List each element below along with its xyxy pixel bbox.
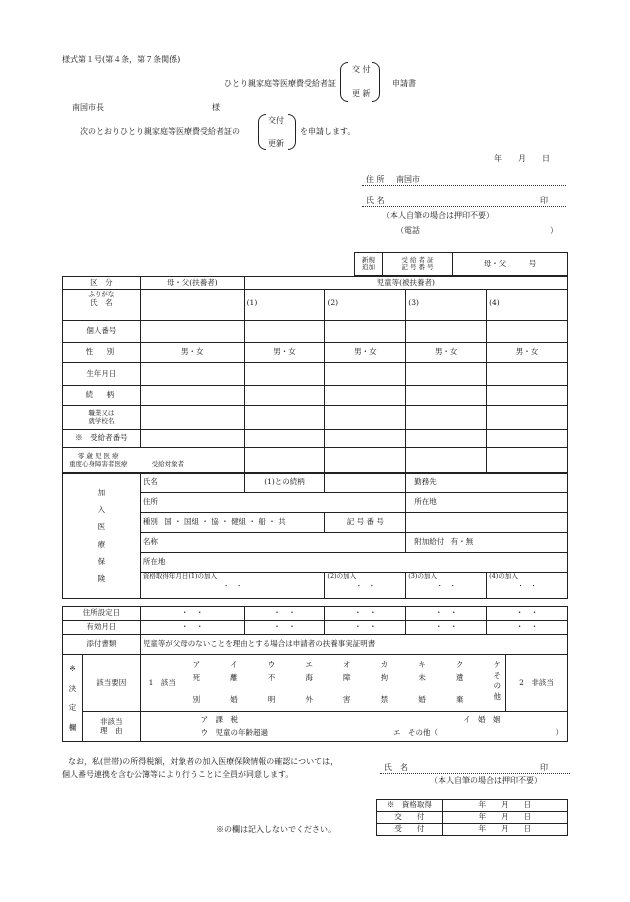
child2-birth[interactable] xyxy=(325,363,406,386)
name-label: 氏 名 xyxy=(63,299,141,321)
child2-relation[interactable] xyxy=(325,386,406,406)
child4-birth[interactable] xyxy=(487,363,568,386)
ins-work-cell[interactable] xyxy=(406,473,568,493)
child1-infant[interactable] xyxy=(244,448,325,474)
child3-sex[interactable]: 男・女 xyxy=(406,343,487,363)
ins-type-kyo[interactable]: 共 xyxy=(278,517,286,527)
insurance-vertical-label: 加 入 医 療 保 険 xyxy=(63,473,141,599)
cert-number-table xyxy=(354,252,568,276)
parent-recipient-no xyxy=(140,430,244,448)
decision-table xyxy=(62,654,568,742)
reason-options xyxy=(189,661,505,705)
parent-col-header: 母・父(扶養者) xyxy=(140,277,244,290)
ins-work-addr-cell[interactable] xyxy=(406,493,568,513)
child3-birth[interactable] xyxy=(406,363,487,386)
child2-infant[interactable] xyxy=(325,448,406,474)
reason-label: 該当要因 xyxy=(82,655,140,712)
office-receipt-date: 年 月 日 xyxy=(442,824,567,836)
office-qual-label: ※ 資格取得 xyxy=(377,800,443,812)
reason-ke[interactable]: ケ そ の 他 xyxy=(493,660,501,701)
office-issue-label: 交 付 xyxy=(377,812,443,824)
title-text: ひとり親家庭等医療費受給者証 xyxy=(224,79,336,88)
consent-line-1: なお，私(世帯)の所得税額，対象者の加入医療保険情報の確認については， xyxy=(68,757,339,766)
new-add-cell: 新規 追加 xyxy=(355,253,383,276)
valid-date-label: 有効月日 xyxy=(63,621,141,635)
child4-name[interactable]: (4) xyxy=(487,299,568,321)
reason-ka[interactable]: カ 拘 禁 xyxy=(380,660,389,705)
addr-date-2[interactable]: ・ ・ xyxy=(244,607,325,621)
furigana-label: ふりがな xyxy=(63,290,141,299)
infant-disability-label: 零 歳 児 医 療 重度心身障害者医療 受給対象者 xyxy=(63,448,245,474)
child4-mynumber[interactable] xyxy=(487,321,568,343)
office-qual-date: 年 月 日 xyxy=(442,800,567,812)
child4-relation[interactable] xyxy=(487,386,568,406)
child3-mynumber[interactable] xyxy=(406,321,487,343)
ins-additional-choice[interactable]: 有・無 xyxy=(450,537,474,547)
ins-location-cell[interactable] xyxy=(140,553,567,573)
valid-date-4[interactable]: ・ ・ xyxy=(406,621,487,635)
valid-date-1[interactable]: ・ ・ xyxy=(140,621,244,635)
addr-date-4[interactable]: ・ ・ xyxy=(406,607,487,621)
phone-close: ） xyxy=(550,226,558,235)
child1-relation[interactable] xyxy=(244,386,325,406)
parent-sex[interactable]: 男・女 xyxy=(140,343,244,363)
ins-type-cell[interactable]: 種別 国 ・ 国組 ・ 協 ・ 健組 ・ 船 ・ 共 xyxy=(140,513,325,533)
ins-type-label: 種別 xyxy=(142,517,158,527)
reason-ku[interactable]: ク 遺 棄 xyxy=(455,660,464,705)
parent-mynumber[interactable] xyxy=(140,321,244,343)
ins-type-kenkumi[interactable]: 健組 xyxy=(231,517,247,527)
na-reason-label: 非該当 理 由 xyxy=(82,712,140,742)
not-applicable-option[interactable]: 2 非該当 xyxy=(505,655,567,711)
office-receipt-label: 受 付 xyxy=(377,824,443,836)
category-label: 区 分 xyxy=(63,277,141,290)
ins-relation-value[interactable] xyxy=(325,473,406,493)
child2-job[interactable] xyxy=(325,406,406,430)
title-bracket-right xyxy=(372,62,380,102)
parent-birth[interactable] xyxy=(140,363,244,386)
applicable-option[interactable]: 1 該当 xyxy=(148,677,176,687)
child-col-header: 児童等(被扶養者) xyxy=(244,277,567,290)
ins-acq-1[interactable]: 資格取得年月日(1)の加入 ・ ・ xyxy=(140,573,325,599)
ins-relation-label: (1)との続柄 xyxy=(244,473,325,493)
applicant-address-value[interactable]: 南国市 xyxy=(396,175,420,184)
child2-recipient-no xyxy=(325,430,406,448)
title-suffix: 申請書 xyxy=(392,79,416,88)
child2-mynumber[interactable] xyxy=(325,321,406,343)
valid-date-5[interactable]: ・ ・ xyxy=(487,621,568,635)
child3-job[interactable] xyxy=(406,406,487,430)
valid-date-3[interactable]: ・ ・ xyxy=(325,621,406,635)
footer-note: ※の欄は記入しないでください。 xyxy=(216,825,336,834)
consent-note: （本人自筆の場合は押印不要） xyxy=(430,776,542,785)
target-label: 受給対象者 xyxy=(151,459,185,468)
child1-birth[interactable] xyxy=(244,363,325,386)
ins-title-label: 名称 xyxy=(142,537,158,547)
child1-sex[interactable]: 男・女 xyxy=(244,343,325,363)
addr-date-label: 住所設定日 xyxy=(63,607,141,621)
na-reason-cell xyxy=(140,712,567,742)
job-label: 職業又は 就学校名 xyxy=(63,406,141,430)
consent-line-2: 個人番号連携を含む公簿等により行うことに全員が同意します。 xyxy=(62,770,294,779)
parent-relation[interactable] xyxy=(140,386,244,406)
attach-label: 添付書類 xyxy=(63,635,141,655)
ins-symbol-value[interactable] xyxy=(406,513,568,533)
consent-seal: 印 xyxy=(540,763,548,772)
addressee-honorific: 様 xyxy=(212,103,220,112)
child2-name[interactable]: (2) xyxy=(325,299,406,321)
dates-table xyxy=(62,606,568,655)
ins-type-kokuho[interactable]: 国 xyxy=(164,517,172,527)
intro-bracket-right xyxy=(288,114,296,150)
applicant-address-label: 住 所 xyxy=(366,175,385,184)
addr-date-3[interactable]: ・ ・ xyxy=(325,607,406,621)
na-age[interactable]: ウ 児童の年齢超過 xyxy=(200,727,269,737)
intro-text: 次のとおりひとり親家庭等医療費受給者証の xyxy=(80,127,240,136)
ins-name-label: 氏名 xyxy=(142,477,158,487)
mynumber-label: 個人番号 xyxy=(63,321,141,343)
intro-option-renew: 更新 xyxy=(268,139,284,148)
seal-mark: 印 xyxy=(540,196,548,205)
title-bracket-left xyxy=(340,62,348,102)
consent-name-line[interactable] xyxy=(380,773,570,774)
decision-vertical-label: ※ 決 定 欄 xyxy=(63,655,83,742)
ins-type-kyokai[interactable]: 協 xyxy=(211,517,219,527)
ins-work-label: 勤務先 xyxy=(414,477,437,487)
child1-recipient-no xyxy=(244,430,325,448)
sex-label: 性 別 xyxy=(63,343,141,363)
child1-mynumber[interactable] xyxy=(244,321,325,343)
addr-date-1[interactable]: ・ ・ xyxy=(140,607,244,621)
cert-no-value[interactable]: 母・父 号 xyxy=(453,253,568,276)
valid-date-2[interactable]: ・ ・ xyxy=(244,621,325,635)
name-line xyxy=(362,206,566,207)
insurance-table xyxy=(62,472,568,599)
intro-option-issue: 交付 xyxy=(268,116,284,125)
child3-name[interactable]: (3) xyxy=(406,299,487,321)
child3-relation[interactable] xyxy=(406,386,487,406)
child4-recipient-no xyxy=(487,430,568,448)
phone-open: （電話 xyxy=(396,226,420,235)
birth-label: 生年月日 xyxy=(63,363,141,386)
child4-job[interactable] xyxy=(487,406,568,430)
title-option-renew: 更 新 xyxy=(352,89,371,98)
recipient-no-label: ※ 受給者番号 xyxy=(63,430,141,448)
na-other[interactable]: エ その他（ xyxy=(393,727,438,737)
parent-furigana[interactable] xyxy=(140,290,244,299)
intro-suffix: を申請します。 xyxy=(300,127,356,136)
application-date: 年 月 日 xyxy=(494,154,550,163)
ins-name-cell[interactable] xyxy=(140,473,244,493)
ins-work-addr-label: 所在地 xyxy=(414,497,437,507)
parent-name[interactable] xyxy=(140,299,244,321)
child1-job[interactable] xyxy=(244,406,325,430)
main-table xyxy=(62,276,568,474)
reason-o[interactable]: オ 障 害 xyxy=(343,660,351,705)
reason-ki[interactable]: キ 未 婚 xyxy=(418,660,426,705)
reason-cell xyxy=(140,655,567,712)
reason-u[interactable]: ウ 不 明 xyxy=(267,660,276,705)
ins-type-sen[interactable]: 船 xyxy=(258,517,266,527)
na-other-close: ） xyxy=(555,727,563,737)
child3-infant[interactable] xyxy=(406,448,487,474)
ins-additional-cell[interactable] xyxy=(406,533,568,553)
reason-e[interactable]: エ 海 外 xyxy=(305,660,313,705)
ins-address-label: 住所 xyxy=(142,497,158,507)
addressee: 南国市長 xyxy=(72,103,104,112)
na-tax[interactable]: ア 課 税 xyxy=(200,714,239,724)
consent-name-label: 氏 名 xyxy=(384,763,408,772)
ins-location-label: 所在地 xyxy=(142,557,166,567)
child2-sex[interactable]: 男・女 xyxy=(325,343,406,363)
applicant-name-label: 氏 名 xyxy=(366,196,385,205)
intro-bracket-left xyxy=(258,114,266,150)
sign-note: （本人自筆の場合は押印不要） xyxy=(382,211,494,220)
office-issue-date: 年 月 日 xyxy=(442,812,567,824)
ins-acq-3[interactable]: (3)の加入 ・ ・ xyxy=(406,573,487,599)
attach-text: 児童等が父母のないことを理由とする場合は申請者の扶養事実証明書 xyxy=(140,635,567,655)
ins-symbol-label: 記 号 番 号 xyxy=(325,513,406,533)
ins-type-kokukumi[interactable]: 国組 xyxy=(184,517,199,527)
child1-name[interactable]: (1) xyxy=(244,299,325,321)
ins-additional-label: 附加給付 xyxy=(414,537,445,547)
ins-acq-4[interactable]: (4)の加入 ・ ・ xyxy=(487,573,568,599)
title-option-issue: 交 付 xyxy=(352,65,371,74)
child4-sex[interactable]: 男・女 xyxy=(487,343,568,363)
ins-title-cell[interactable] xyxy=(140,533,405,553)
ins-acq-2[interactable]: (2)の加入 ・ ・ xyxy=(325,573,406,599)
relation-label: 続 柄 xyxy=(63,386,141,406)
ins-address-cell[interactable] xyxy=(140,493,405,513)
na-marriage[interactable]: イ 婚 姻 xyxy=(463,714,501,724)
address-line xyxy=(362,185,566,186)
child3-recipient-no xyxy=(406,430,487,448)
parent-job[interactable] xyxy=(140,406,244,430)
child4-infant[interactable] xyxy=(487,448,568,474)
ins-acq-label: 資格取得年月日 xyxy=(142,572,189,580)
form-number: 様式第１号(第４条，第７条関係) xyxy=(62,55,181,64)
office-table xyxy=(376,799,568,836)
reason-a[interactable]: ア 死 別 xyxy=(192,660,201,705)
reason-i[interactable]: イ 離 婚 xyxy=(230,660,238,705)
cert-no-label: 受 給 者 証 記 号 番 号 xyxy=(383,253,453,276)
addr-date-5[interactable]: ・ ・ xyxy=(487,607,568,621)
